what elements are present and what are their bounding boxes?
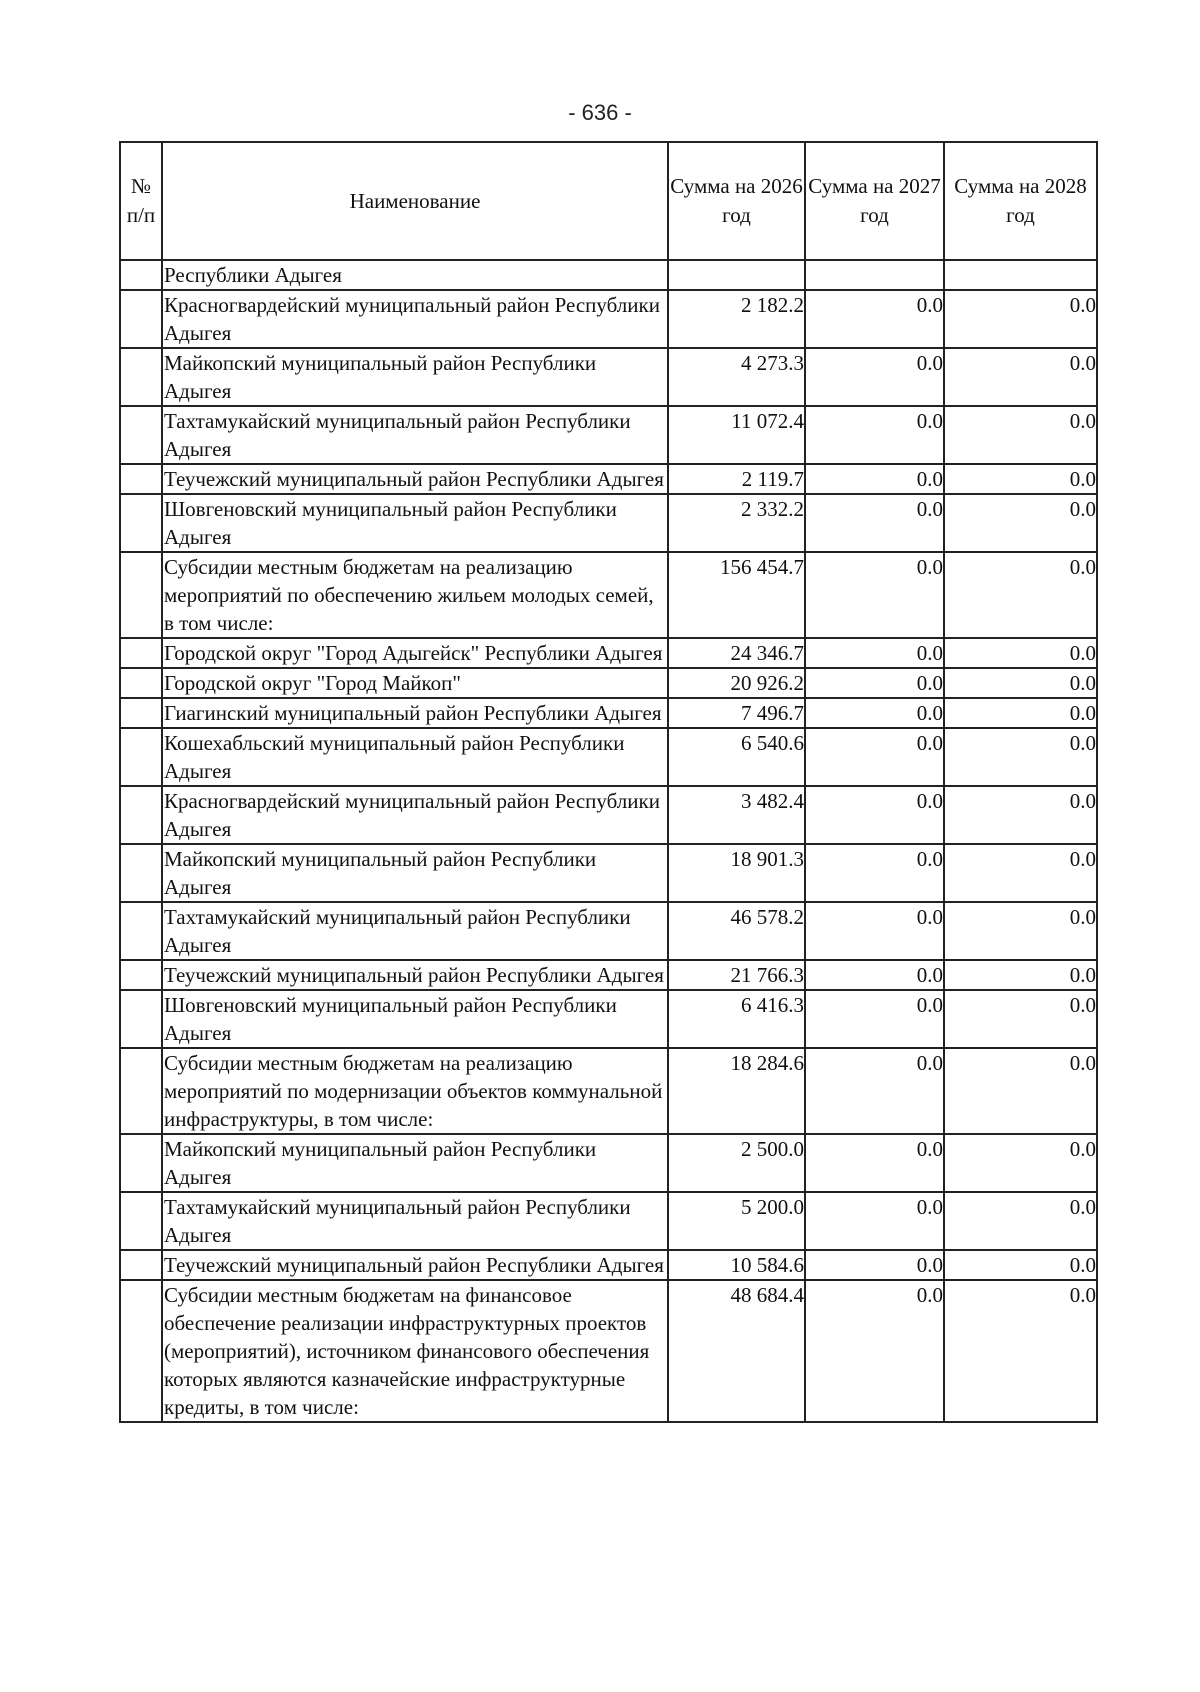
- header-nn: № п/п: [120, 142, 162, 260]
- cell-sum-2027: 0.0: [805, 990, 944, 1048]
- cell-sum-2028: 0.0: [944, 990, 1097, 1048]
- table-row: [120, 290, 1097, 348]
- cell-nn: [120, 638, 162, 668]
- cell-sum-2028: 0.0: [944, 902, 1097, 960]
- table-body: [120, 260, 1097, 1422]
- cell-name: Красногвардейский муниципальный район Республики Адыгея: [162, 786, 668, 844]
- cell-nn: [120, 844, 162, 902]
- cell-sum-2027: 0.0: [805, 494, 944, 552]
- cell-nn: [120, 1250, 162, 1280]
- cell-sum-2027: 0.0: [805, 1192, 944, 1250]
- cell-name: Гиагинский муниципальный район Республики Адыгея: [162, 698, 668, 728]
- cell-name: Теучежский муниципальный район Республики Адыгея: [162, 464, 668, 494]
- table-row: [120, 786, 1097, 844]
- table-row: [120, 960, 1097, 990]
- header-name: Наименование: [162, 142, 668, 260]
- cell-sum-2026: [668, 260, 805, 290]
- cell-sum-2027: 0.0: [805, 406, 944, 464]
- cell-sum-2026: 2 500.0: [668, 1134, 805, 1192]
- cell-nn: [120, 990, 162, 1048]
- cell-sum-2026: 20 926.2: [668, 668, 805, 698]
- table-row: [120, 464, 1097, 494]
- cell-sum-2026: 3 482.4: [668, 786, 805, 844]
- table-row: [120, 902, 1097, 960]
- table-row: [120, 260, 1097, 290]
- cell-sum-2026: 7 496.7: [668, 698, 805, 728]
- cell-nn: [120, 786, 162, 844]
- cell-sum-2027: 0.0: [805, 1048, 944, 1134]
- header-sum-2026: Сумма на 2026 год: [668, 142, 805, 260]
- cell-sum-2026: 10 584.6: [668, 1250, 805, 1280]
- cell-nn: [120, 290, 162, 348]
- cell-name: Кошехабльский муниципальный район Республики Адыгея: [162, 728, 668, 786]
- cell-sum-2026: 24 346.7: [668, 638, 805, 668]
- table-header: [120, 142, 1097, 260]
- cell-sum-2028: [944, 260, 1097, 290]
- cell-nn: [120, 1134, 162, 1192]
- table-row: [120, 1048, 1097, 1134]
- cell-nn: [120, 406, 162, 464]
- cell-sum-2027: 0.0: [805, 464, 944, 494]
- cell-sum-2027: 0.0: [805, 348, 944, 406]
- table-row: [120, 494, 1097, 552]
- cell-sum-2028: 0.0: [944, 1048, 1097, 1134]
- table-row: [120, 1134, 1097, 1192]
- cell-sum-2027: 0.0: [805, 668, 944, 698]
- cell-name: Тахтамукайский муниципальный район Республики Адыгея: [162, 1192, 668, 1250]
- cell-sum-2027: 0.0: [805, 638, 944, 668]
- cell-sum-2026: 2 119.7: [668, 464, 805, 494]
- header-row: [120, 142, 1097, 260]
- budget-table: [119, 141, 1098, 1423]
- cell-name: Теучежский муниципальный район Республики Адыгея: [162, 1250, 668, 1280]
- cell-name: Субсидии местным бюджетам на реализацию мероприятий по модернизации объектов коммунальной инфраструктуры, в том числе:: [162, 1048, 668, 1134]
- cell-sum-2027: 0.0: [805, 290, 944, 348]
- cell-sum-2026: 4 273.3: [668, 348, 805, 406]
- header-sum-2028: Сумма на 2028 год: [944, 142, 1097, 260]
- table-row: [120, 698, 1097, 728]
- cell-sum-2026: 2 332.2: [668, 494, 805, 552]
- cell-nn: [120, 698, 162, 728]
- cell-sum-2026: 6 540.6: [668, 728, 805, 786]
- cell-sum-2028: 0.0: [944, 1192, 1097, 1250]
- cell-nn: [120, 960, 162, 990]
- cell-name: Красногвардейский муниципальный район Республики Адыгея: [162, 290, 668, 348]
- cell-sum-2026: 11 072.4: [668, 406, 805, 464]
- cell-sum-2028: 0.0: [944, 1280, 1097, 1422]
- cell-sum-2028: 0.0: [944, 668, 1097, 698]
- cell-sum-2026: 46 578.2: [668, 902, 805, 960]
- table-row: [120, 1192, 1097, 1250]
- cell-name: Субсидии местным бюджетам на финансовое обеспечение реализации инфраструктурных проектов (мероприятий), источником финансового обеспечения которых являются казначейские инфраструктурные кредиты, в том числе:: [162, 1280, 668, 1422]
- cell-name: Республики Адыгея: [162, 260, 668, 290]
- cell-sum-2028: 0.0: [944, 406, 1097, 464]
- cell-sum-2026: 18 901.3: [668, 844, 805, 902]
- cell-sum-2027: 0.0: [805, 786, 944, 844]
- cell-name: Субсидии местным бюджетам на реализацию мероприятий по обеспечению жильем молодых семей, в том числе:: [162, 552, 668, 638]
- cell-sum-2027: 0.0: [805, 960, 944, 990]
- table-row: [120, 1280, 1097, 1422]
- cell-sum-2028: 0.0: [944, 698, 1097, 728]
- cell-nn: [120, 1280, 162, 1422]
- table-row: [120, 348, 1097, 406]
- cell-name: Тахтамукайский муниципальный район Республики Адыгея: [162, 902, 668, 960]
- cell-sum-2028: 0.0: [944, 960, 1097, 990]
- cell-nn: [120, 552, 162, 638]
- cell-sum-2028: 0.0: [944, 348, 1097, 406]
- cell-sum-2027: 0.0: [805, 1134, 944, 1192]
- cell-sum-2027: 0.0: [805, 902, 944, 960]
- header-sum-2027: Сумма на 2027 год: [805, 142, 944, 260]
- cell-sum-2028: 0.0: [944, 638, 1097, 668]
- cell-sum-2027: 0.0: [805, 1250, 944, 1280]
- cell-sum-2028: 0.0: [944, 728, 1097, 786]
- cell-name: Шовгеновский муниципальный район Республики Адыгея: [162, 990, 668, 1048]
- page-number: - 636 -: [568, 100, 632, 125]
- cell-sum-2028: 0.0: [944, 552, 1097, 638]
- cell-name: Шовгеновский муниципальный район Республики Адыгея: [162, 494, 668, 552]
- cell-sum-2028: 0.0: [944, 290, 1097, 348]
- cell-sum-2028: 0.0: [944, 1250, 1097, 1280]
- cell-nn: [120, 260, 162, 290]
- table-row: [120, 728, 1097, 786]
- cell-sum-2027: 0.0: [805, 698, 944, 728]
- cell-sum-2026: 18 284.6: [668, 1048, 805, 1134]
- table-row: [120, 668, 1097, 698]
- table-row: [120, 638, 1097, 668]
- cell-name: Городской округ "Город Майкоп": [162, 668, 668, 698]
- cell-sum-2026: 21 766.3: [668, 960, 805, 990]
- cell-nn: [120, 668, 162, 698]
- cell-nn: [120, 902, 162, 960]
- cell-name: Тахтамукайский муниципальный район Республики Адыгея: [162, 406, 668, 464]
- cell-sum-2027: [805, 260, 944, 290]
- cell-sum-2026: 156 454.7: [668, 552, 805, 638]
- cell-sum-2026: 2 182.2: [668, 290, 805, 348]
- cell-nn: [120, 1048, 162, 1134]
- table-row: [120, 1250, 1097, 1280]
- cell-sum-2026: 5 200.0: [668, 1192, 805, 1250]
- cell-sum-2028: 0.0: [944, 786, 1097, 844]
- cell-sum-2028: 0.0: [944, 494, 1097, 552]
- cell-sum-2027: 0.0: [805, 844, 944, 902]
- cell-sum-2028: 0.0: [944, 1134, 1097, 1192]
- table-row: [120, 406, 1097, 464]
- cell-sum-2027: 0.0: [805, 1280, 944, 1422]
- cell-sum-2027: 0.0: [805, 728, 944, 786]
- cell-name: Городской округ "Город Адыгейск" Республики Адыгея: [162, 638, 668, 668]
- cell-nn: [120, 464, 162, 494]
- cell-sum-2026: 6 416.3: [668, 990, 805, 1048]
- cell-sum-2027: 0.0: [805, 552, 944, 638]
- cell-sum-2028: 0.0: [944, 464, 1097, 494]
- cell-nn: [120, 1192, 162, 1250]
- table-row: [120, 552, 1097, 638]
- cell-sum-2026: 48 684.4: [668, 1280, 805, 1422]
- cell-name: Теучежский муниципальный район Республики Адыгея: [162, 960, 668, 990]
- cell-name: Майкопский муниципальный район Республики Адыгея: [162, 1134, 668, 1192]
- cell-nn: [120, 348, 162, 406]
- cell-nn: [120, 494, 162, 552]
- cell-name: Майкопский муниципальный район Республики Адыгея: [162, 348, 668, 406]
- table-row: [120, 844, 1097, 902]
- table-row: [120, 990, 1097, 1048]
- cell-name: Майкопский муниципальный район Республики Адыгея: [162, 844, 668, 902]
- cell-sum-2028: 0.0: [944, 844, 1097, 902]
- cell-nn: [120, 728, 162, 786]
